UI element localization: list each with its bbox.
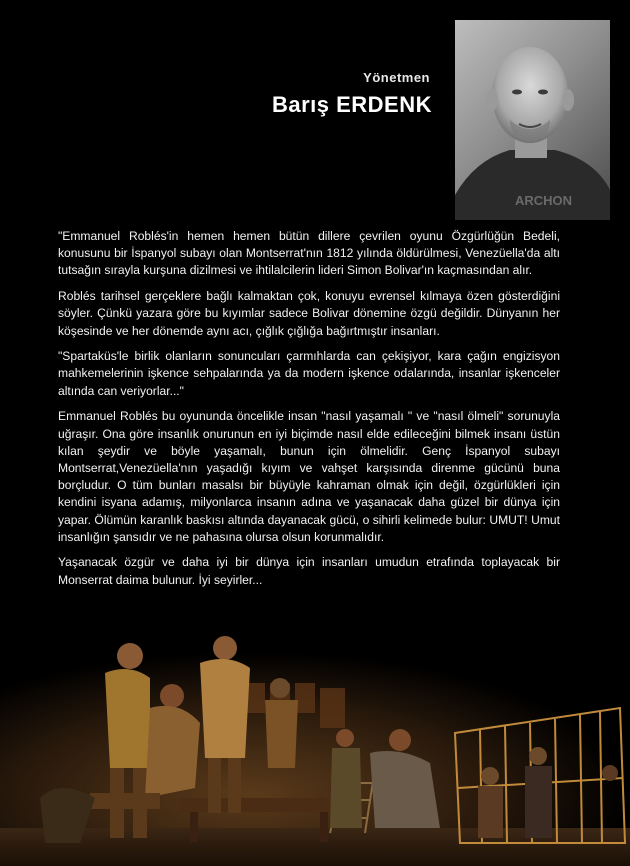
paragraph: Roblés tarihsel gerçeklere bağlı kalmaktan çok, konuyu evrensel kılmaya özen gösterdiğini söyler. Çünkü yazara göre bu kıyımlar sadece Bolivar dönemine özgü değildir. Dünyanın her köşesinde ve her dönemde aynı acı, çığlık çığlığa bağırtmıştır insanları.: [58, 289, 560, 338]
director-name: Barış ERDENK: [271, 92, 432, 117]
paragraph: Emmanuel Roblés bu oyununda öncelikle insan "nasıl yaşamalı " ve "nasıl ölmeli" sorunuyla uğraşır. Ona göre insanlık onurunun en iyi biçimde nasıl elde edileceğini bilmek insanı üstün kılan şeydir ve böyle yaşamalı, bunun için ölmelidir. Genç İspanyol subayı Montserrat,Venezüella'nın yaşadığı kıyım ve vahşet karşısında direnme gücünü buna borçludur. O tüm bunları masalsı bir büyüyle kahraman olmak için değil, özgürlükleri için kendini isyana adamış, milyonlarca insanın adına ve yaşanacak daha güzel bir dünya için yapar. Ölümün karanlık baskısı altında dayanacak gücü, o sihirli kelimede bulur: UMUT! Umut insanlığın şansıdır ve ne pahasına olursa olsun korunmalıdır.: [58, 409, 560, 544]
director-portrait-photo: [455, 20, 610, 220]
article-body: [58, 228, 560, 597]
paragraph: "Spartaküs'le birlik olanların sonuncuları çarmıhlarda can çekişiyor, kara çağın engizisyon mahkemelerinin işkence sehpalarında ya da modern işkence odalarında, insanlar işkenceler altında can veriyorlar...": [58, 349, 560, 398]
paragraph: Yaşanacak özgür ve daha iyi bir dünya için insanları umudun etrafında toplayacak bir Monserrat daima bulunur. İyi seyirler...: [58, 555, 560, 587]
stage-scene-photo: [0, 628, 630, 866]
svg-text:ARCHON: ARCHON: [515, 193, 573, 208]
paragraph: "Emmanuel Roblés'in hemen hemen bütün dillere çevrilen oyunu Özgürlüğün Bedeli, konusunu bir İspanyol subayı olan Montserrat'nın 1812 yılında öldürülmesi, Venezüella'da altı tutsağın sırayla kurşuna dizilmesi ve ihtilalcilerin lideri Simon Bolivar'ın kaçmasından alır.: [58, 229, 560, 278]
director-role-label: Yönetmen: [363, 70, 430, 85]
